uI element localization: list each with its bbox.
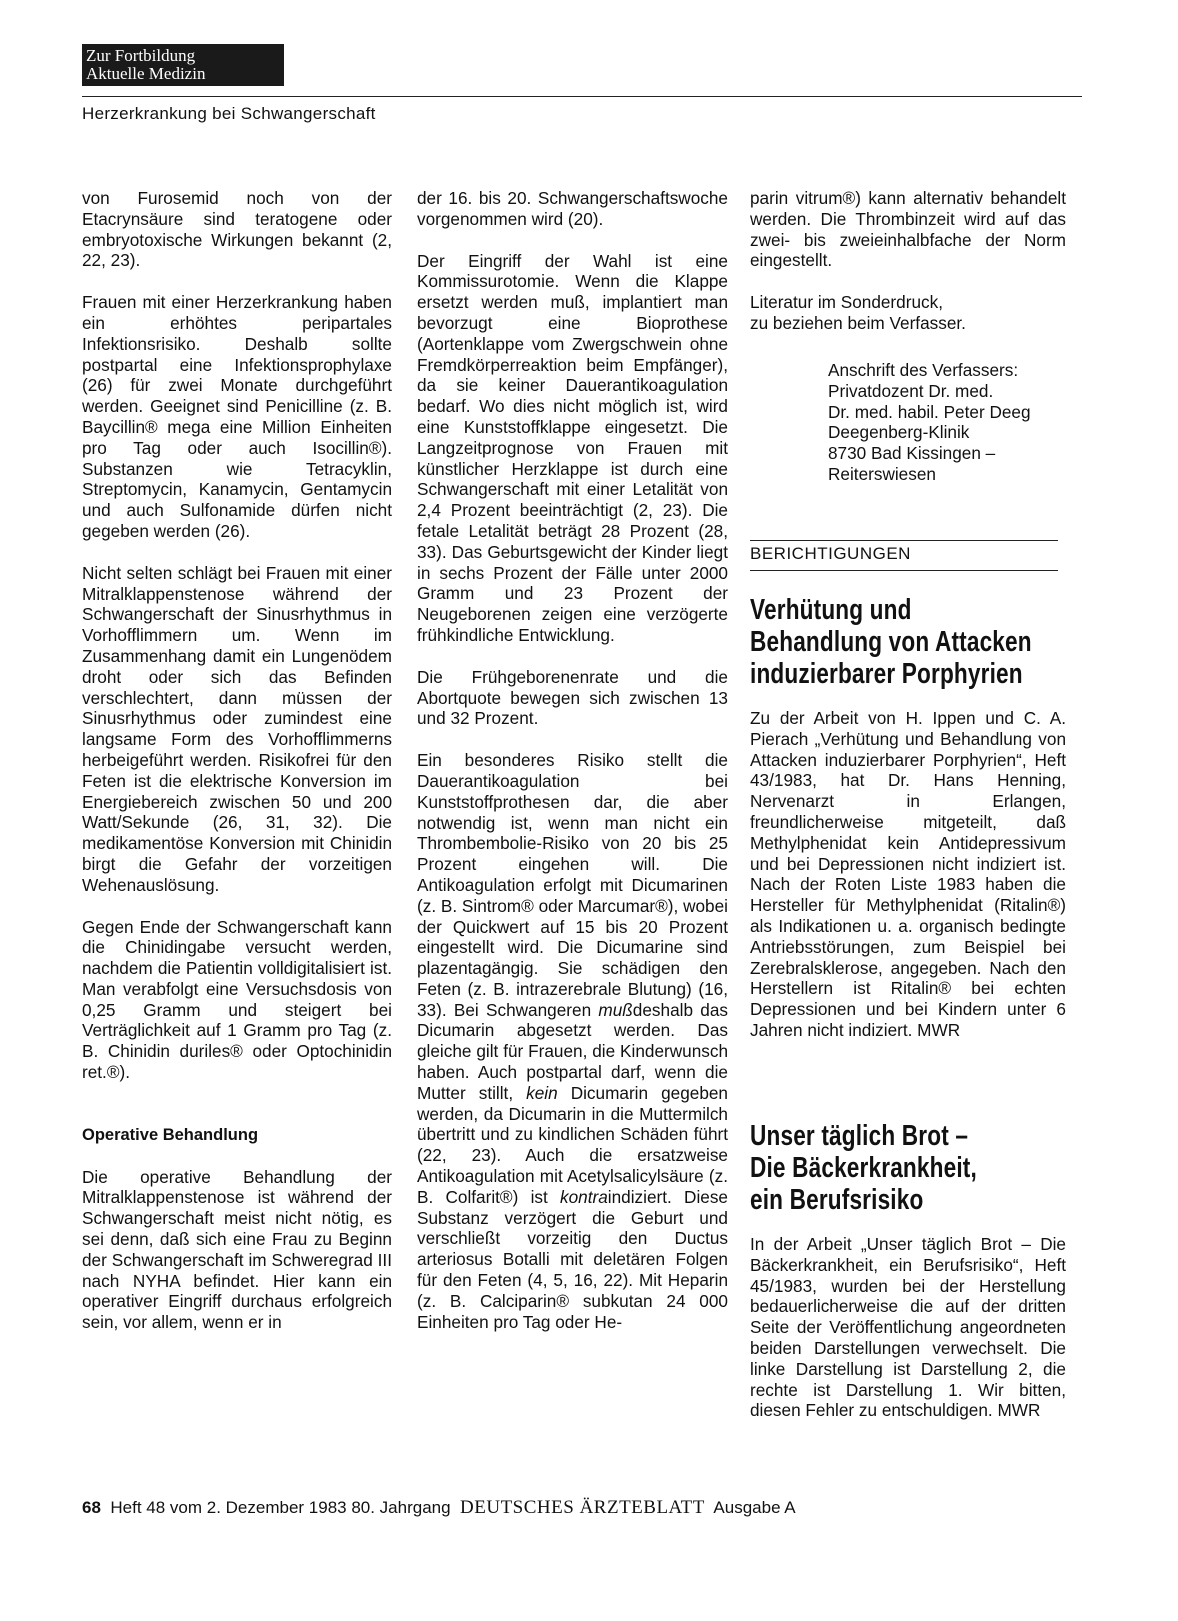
address-line: Anschrift des Verfassers: — [828, 360, 1019, 380]
paragraph: Die Frühgeborenenrate und die Abortquote bewegen sich zwischen 13 und 32 Prozent. — [417, 666, 728, 729]
section-header-line2: Aktuelle Medizin — [86, 64, 206, 83]
paragraph: Frauen mit einer Herzerkrankung haben ein erhöhtes peripartales Infektionsrisiko. Deshalb sollte postpartal eine Infektionsprophylaxe (26) für zwei Monate durchgeführt werden. Geeignet sind Penicilline (z. B. Baycillin® mega eine Million Einheiten pro Tag oder auch Isocillin®). Substanzen wie Tetracyklin, Streptomycin, Kanamycin, Gentamycin und auch Sulfonamide dürfen nicht gegeben werden (26). — [82, 292, 392, 541]
issue-info: Heft 48 vom 2. Dezember 1983 80. Jahrgang — [110, 1498, 451, 1517]
article-title-line: ein Berufsrisiko — [750, 1184, 924, 1216]
article-title — [750, 1120, 1070, 1216]
address-line: Privatdozent Dr. med. — [828, 380, 994, 401]
column-1 — [82, 188, 392, 1333]
address-line: Deegenberg-Klinik — [828, 422, 970, 443]
section-header-line1: Zur Fortbildung — [86, 46, 196, 65]
section-rule-bottom — [750, 570, 1058, 571]
address-line: Dr. med. habil. Peter Deeg — [828, 401, 1031, 422]
text-run: Ein besonderes Risiko stellt die Dauerantikoagulation bei Kunststoffprothesen dar, die aber notwendig ist, wenn man nicht ein Thrombembolie-Risiko von 20 bis 25 Prozent eingehen will. Die Antikoagulation erfolgt mit Dicumarinen (z. B. Sintrom® oder Marcumar®), wobei der Quickwert auf 15 bis 20 Prozent eingestellt wird. Die Dicumarine sind plazentagängig. Sie schädigen den Feten (z. B. intrazerebrale Blutung) (16, 33). Bei Schwangeren — [417, 750, 728, 1020]
reference-note-line: zu beziehen beim Verfasser. — [750, 312, 966, 333]
column-2 — [417, 188, 728, 1332]
paragraph — [417, 750, 728, 1332]
paragraph: Die operative Behandlung der Mitralklappenstenose ist während der Schwangerschaft meist nicht nötig, es sei denn, daß sich eine Frau zu Beginn der Schwangerschaft im Schweregrad III nach NYHA befindet. Hier kann ein operativer Eingriff durchaus erfolgreich sein, vor allem, wenn er in — [82, 1166, 392, 1333]
article-title-line: Die Bäckerkrankheit, — [750, 1152, 977, 1184]
article-title-line: Behandlung von Attacken — [750, 626, 1032, 658]
emphasis: kontra — [560, 1186, 608, 1207]
section-rule-top — [750, 540, 1058, 541]
article-title-line: induzierbarer Porphyrien — [750, 658, 1023, 690]
text-run: indiziert. Diese Substanz verzögert die Geburt und verschließt vorzeitig den Ductus arteriosus Botalli mit deletären Folgen für den Feten (4, 5, 16, 22). Mit Heparin (z. B. Calciparin® subkutan 24 000 Einheiten pro Tag oder He- — [417, 1186, 728, 1332]
paragraph: parin vitrum®) kann alternativ behandelt werden. Die Thrombinzeit wird auf das zwei- bis zweieinhalbfache der Norm eingestellt. — [750, 188, 1066, 271]
author-address — [828, 360, 1078, 485]
paragraph: Der Eingriff der Wahl ist eine Kommissurotomie. Wenn die Klappe ersetzt werden muß, implantiert man bevorzugt eine Bioprothese (Aortenklappe vom Zwergschwein ohne Fremdkörperreaktion beim Empfänger), da sie keiner Dauerantikoagulation bedarf. Wo dies nicht möglich ist, wird eine Kunststoffklappe eingesetzt. Die Langzeitprognose von Frauen mit künstlicher Herzklappe ist durch eine Schwangerschaft mit einer Letalität von 2,4 Prozent beeinträchtigt (2, 23). Die fetale Letalität beträgt 28 Prozent (28, 33). Das Geburtsgewicht der Kinder liegt in sechs Prozent der Fälle unter 2000 Gramm und 23 Prozent der Neugeborenen zeigen eine verzögerte frühkindliche Entwicklung. — [417, 250, 728, 645]
reference-note — [750, 292, 1066, 334]
section-label: BERICHTIGUNGEN — [750, 544, 911, 563]
address-line: 8730 Bad Kissingen – — [828, 443, 996, 464]
paragraph: von Furosemid noch von der Etacrynsäure sind teratogene oder embryotoxische Wirkungen bekannt (2, 22, 23). — [82, 188, 392, 271]
emphasis: muß — [598, 999, 633, 1020]
address-line: Reiterswiesen — [828, 463, 936, 484]
column-3 — [750, 188, 1066, 334]
article-title — [750, 594, 1070, 690]
section-header-box — [82, 44, 284, 86]
text-run: deshalb das Dicumarin abgesetzt werden. Das gleiche gilt für Frauen, die Kinderwunsch haben. Auch postpartal darf, wenn die Mutter stillt, — [417, 999, 728, 1103]
subheading: Operative Behandlung — [82, 1125, 259, 1144]
article-body: Zu der Arbeit von H. Ippen und C. A. Pierach „Verhütung und Behandlung von Attacken induzierbarer Porphyrien“, Heft 43/1983, hat Dr. Hans Henning, Nervenarzt in Erlangen, freundlicherweise mitgeteilt, daß Methylphenidat kein Antidepressivum und bei Depressionen nicht indiziert ist. Nach der Roten Liste 1983 haben die Hersteller für Methylphenidat (Ritalin®) als Indikationen u. a. organisch bedingte Antriebsstörungen, zum Beispiel bei Zerebralsklerose, angegeben. Nach den Herstellern ist Ritalin® bei echten Depressionen und bei Kindern unter 6 Jahren nicht indiziert. MWR — [750, 708, 1066, 1040]
journal-name: DEUTSCHES ÄRZTEBLATT — [460, 1497, 705, 1518]
edition: Ausgabe A — [713, 1498, 796, 1517]
text-run: Dicumarin gegeben werden, da Dicumarin in die Muttermilch übertritt und zu kindlichen Schäden führt (22, 23). Auch die ersatzweise Antikoagulation mit Acetylsalicylsäure (z. B. Colfarit®) ist — [417, 1082, 728, 1207]
page-footer — [82, 1497, 796, 1519]
paragraph: der 16. bis 20. Schwangerschaftswoche vorgenommen wird (20). — [417, 188, 728, 229]
running-title: Herzerkrankung bei Schwangerschaft — [82, 104, 376, 123]
paragraph: Gegen Ende der Schwangerschaft kann die Chinidingabe versucht werden, nachdem die Patientin volldigitalisiert ist. Man verabfolgt eine Versuchsdosis von 0,25 Gramm und steigert bei Verträglichkeit auf 1 Gramm pro Tag (z. B. Chinidin duriles® oder Optochinidin ret.®). — [82, 916, 392, 1083]
article-body: In der Arbeit „Unser täglich Brot – Die Bäckerkrankheit, ein Berufsrisiko“, Heft 45/1983, wurden bei der Herstellung bedauerlicherweise die auf der dritten Seite der Veröffentlichung angeordneten beiden Darstellungen verwechselt. Die linke Darstellung ist Darstellung 2, die rechte ist Darstellung 1. Wir bitten, diesen Fehler zu entschuldigen. MWR — [750, 1234, 1066, 1421]
article-title-line: Verhütung und — [750, 594, 912, 626]
paragraph: Nicht selten schlägt bei Frauen mit einer Mitralklappenstenose während der Schwangerschaft der Sinusrhythmus in Vorhofflimmern um. Wenn im Zusammenhang damit ein Lungenödem droht oder sich das Befinden verschlechtert, dann müssen der Sinusrhythmus oder zumindest eine langsame Form des Vorhofflimmerns herbeigeführt werden. Risikofrei für den Feten ist die elektrische Konversion im Energiebereich zwischen 50 und 200 Watt/Sekunde (26, 31, 32). Die medikamentöse Konversion mit Chinidin birgt die Gefahr der vorzeitigen Wehenauslösung. — [82, 562, 392, 895]
reference-note-line: Literatur im Sonderdruck, — [750, 292, 943, 313]
emphasis: kein — [526, 1082, 558, 1103]
header-rule — [82, 96, 1082, 97]
page-number: 68 — [82, 1498, 101, 1517]
article-title-line: Unser täglich Brot – — [750, 1120, 969, 1152]
